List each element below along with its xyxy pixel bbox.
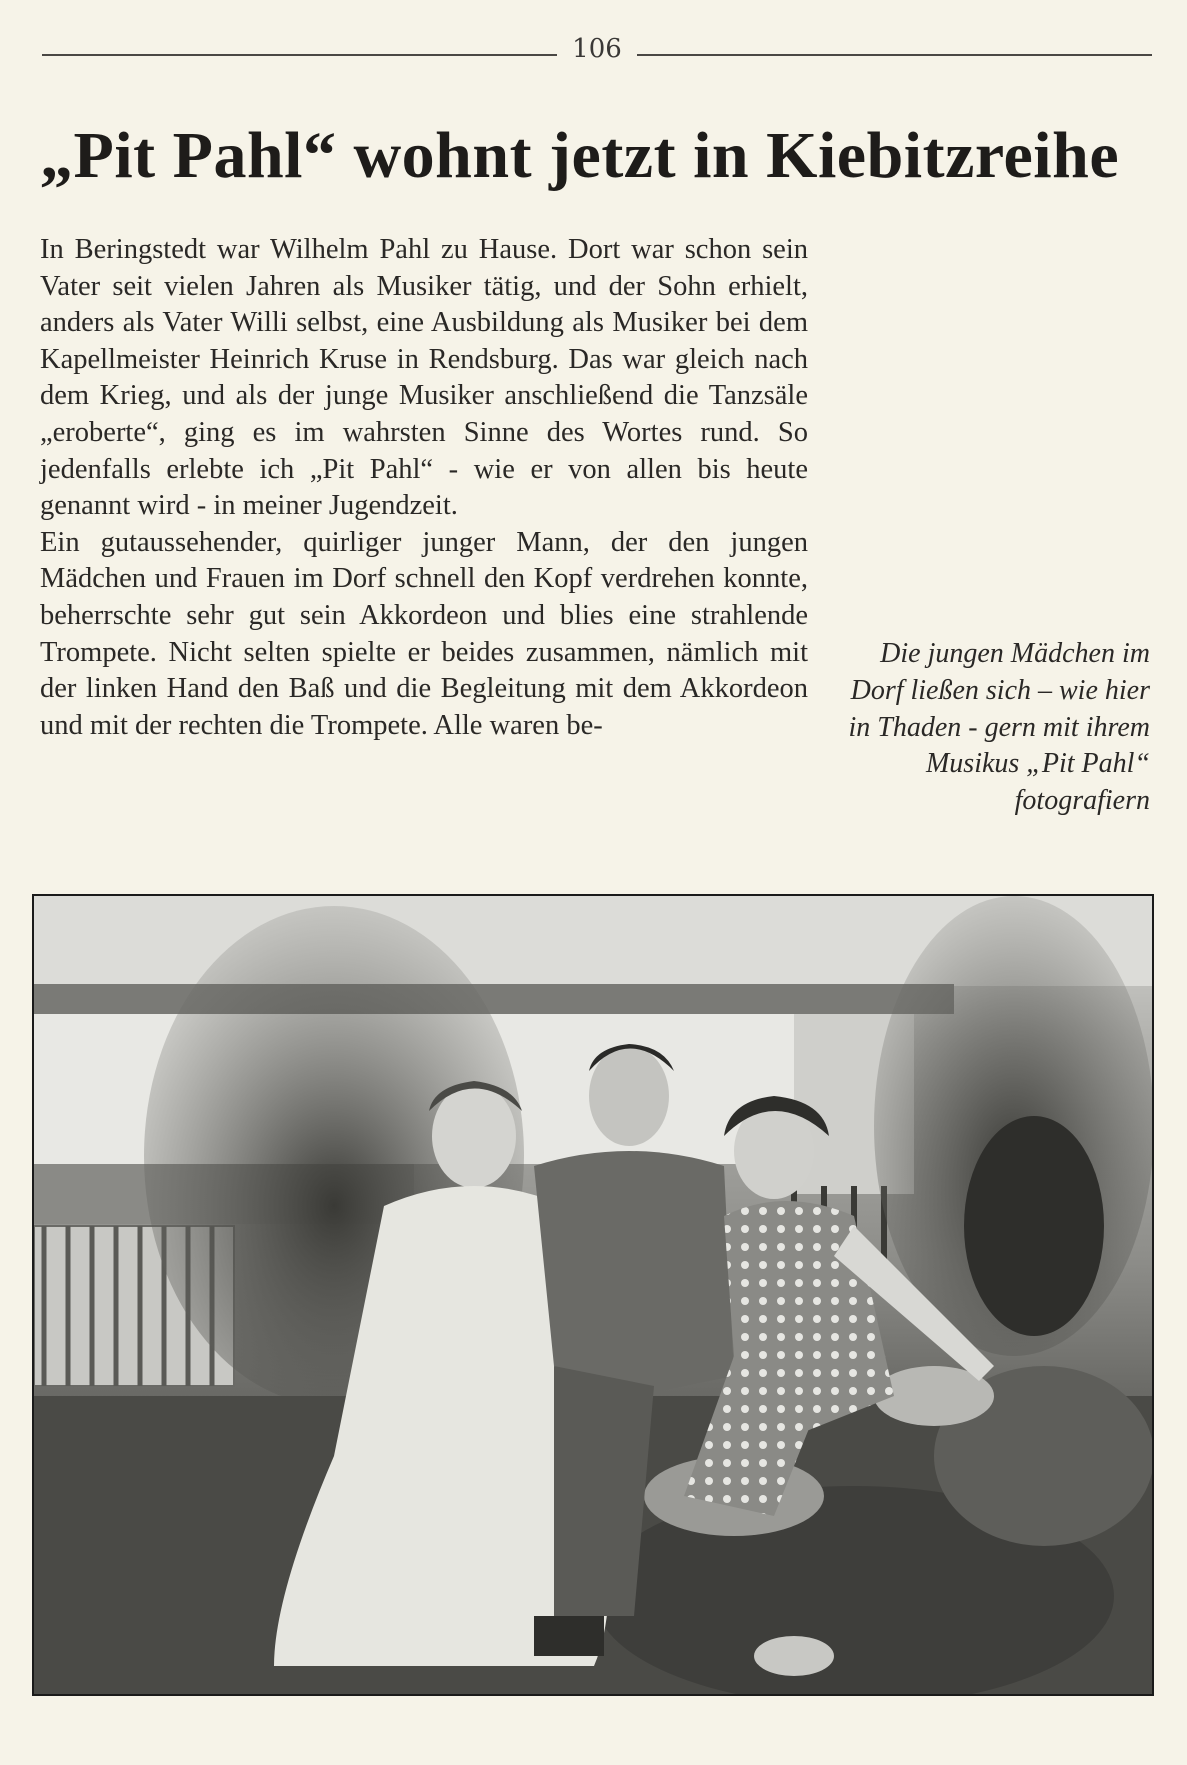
page-number: 106 (572, 34, 622, 64)
header-rule-left (42, 54, 557, 56)
page-header (42, 32, 1152, 72)
article-body (40, 232, 808, 744)
article-paragraph-2: Ein gutaussehender, quirliger junger Mann, der den jungen Mädchen und Frauen im Dorf schnell den Kopf verdrehen konnte, beherrschte sehr gut sein Akkordeon und blies eine strahlende Trompete. Nicht selten spielte er beides zusammen, nämlich mit der linken Hand den Baß und die Begleitung mit dem Akkordeon und mit der rechten die Trompete. Alle waren be- (40, 526, 808, 741)
photo (32, 894, 1154, 1696)
article-paragraph-1: In Beringstedt war Wilhelm Pahl zu Hause. Dort war schon sein Vater seit vielen Jahren als Musiker tätig, und der Sohn erhielt, anders als Vater Willi selbst, eine Ausbildung als Musiker bei dem Kapellmeister Heinrich Kruse in Rendsburg. Das war gleich nach dem Krieg, und als der junge Musiker anschließend die Tanzsäle „eroberte“, ging es im wahrsten Sinne des Wortes rund. So jedenfalls erlebte ich „Pit Pahl“ - wie er von allen bis heute genannt wird - in meiner Jugendzeit. (40, 234, 808, 522)
article-headline: „Pit Pahl“ wohnt jetzt in Kiebitzreihe (40, 119, 1120, 192)
header-rule-right (637, 54, 1152, 56)
photo-image (34, 896, 1152, 1694)
photo-caption: Die jungen Mädchen im Dorf ließen sich – wie hier in Thaden - gern mit ihrem Musikus „Pit Pahl“ fotografiern (848, 638, 1150, 817)
